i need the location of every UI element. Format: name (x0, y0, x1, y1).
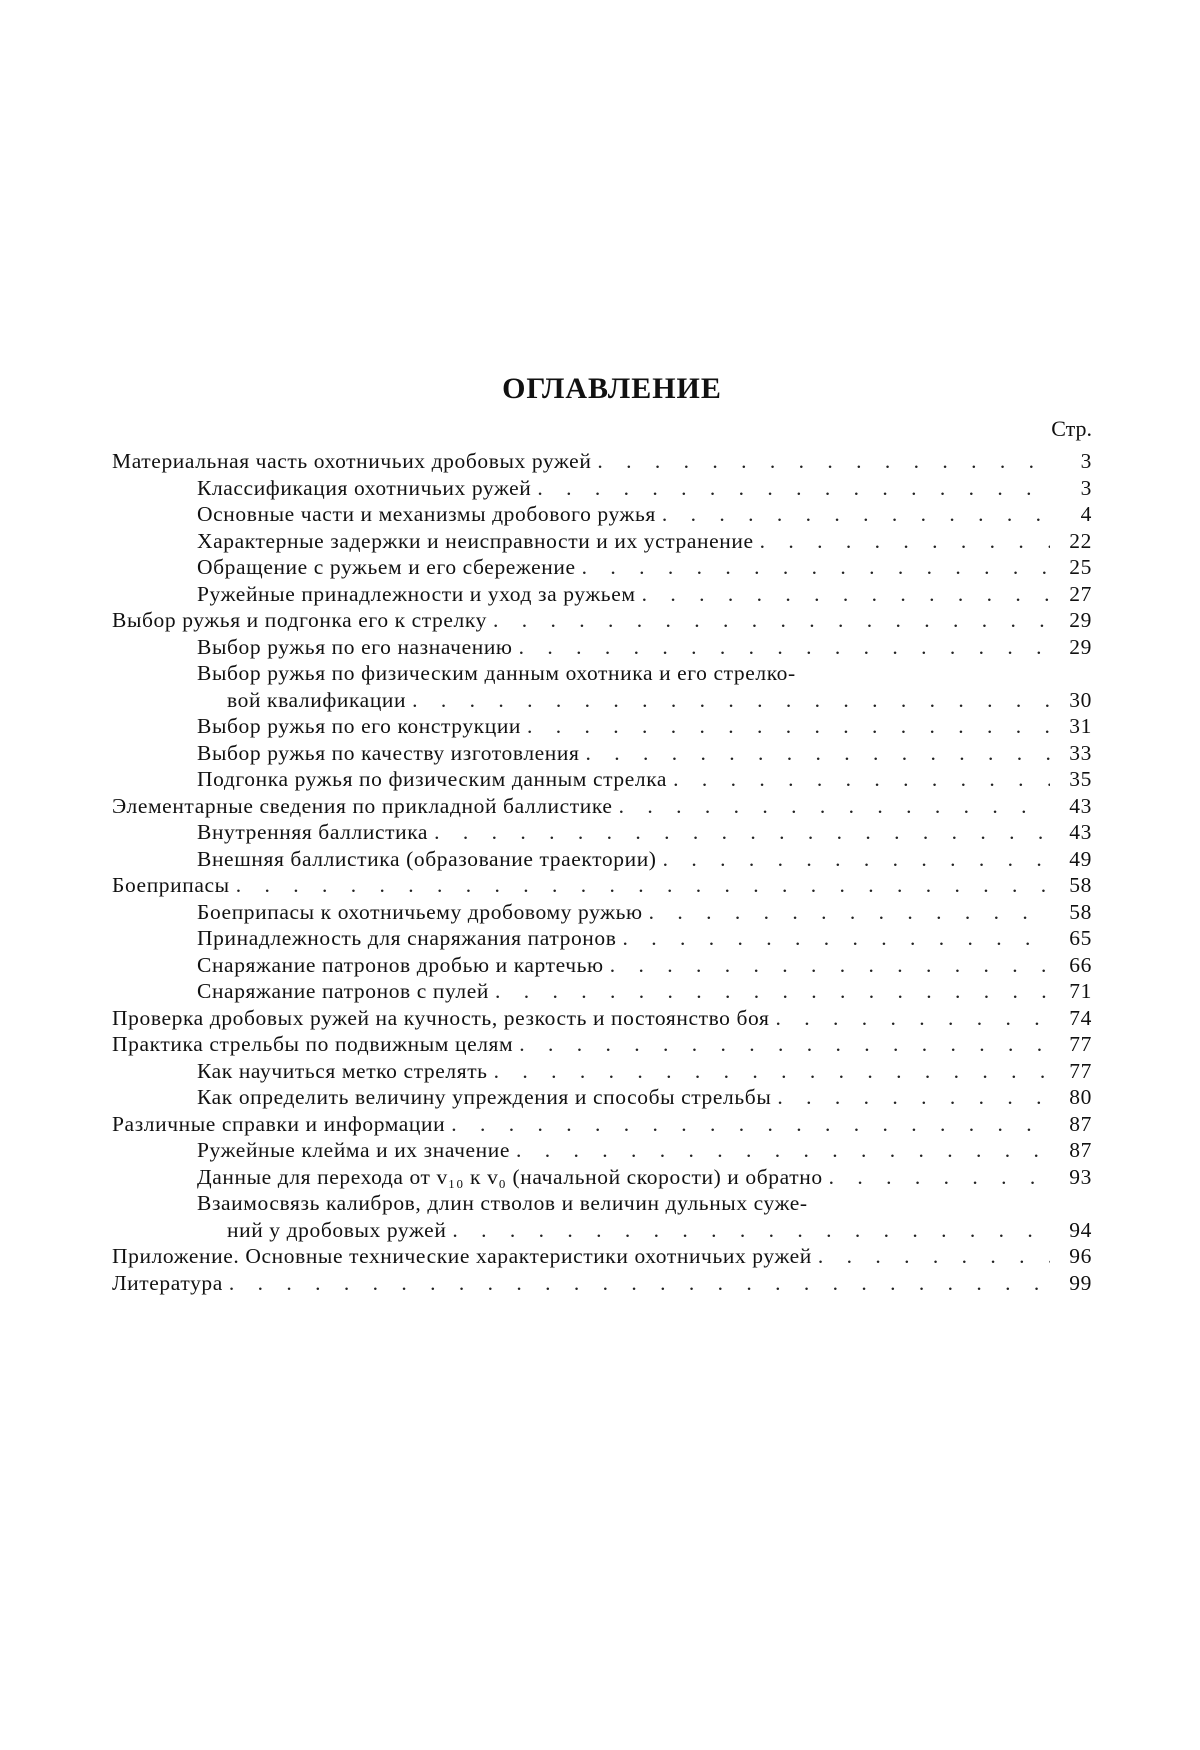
toc-entry[interactable] (112, 1084, 1092, 1111)
toc-entry-title: Классификация охотничьих ружей (197, 475, 532, 500)
toc-entry-title: Принадлежность для снаряжания патронов (197, 926, 617, 950)
table-of-contents-page (112, 372, 1092, 1296)
leader-dots (412, 687, 1050, 714)
toc-entry-page: 31 (1069, 714, 1092, 738)
toc-entry-title: Внутренняя баллистика (197, 820, 429, 844)
toc-entry-title: Обращение с ружьем и его сбережение (197, 555, 576, 579)
toc-entry-title: Практика стрельбы по подвижным целям (112, 1032, 514, 1056)
toc-entry[interactable] (112, 1243, 1092, 1270)
toc-entry-title: Боеприпасы (112, 873, 230, 897)
toc-entry-title: Различные справки и информации (112, 1111, 446, 1136)
toc-entry[interactable] (112, 528, 1092, 555)
leader-dots (582, 554, 1050, 581)
leader-dots (537, 475, 1050, 502)
leader-dots (649, 899, 1050, 926)
leader-dots (434, 819, 1050, 846)
toc-entry-page: 77 (1069, 1058, 1092, 1083)
toc-entry[interactable] (112, 1137, 1092, 1164)
leader-dots (229, 1270, 1050, 1297)
leader-dots (623, 925, 1051, 952)
toc-entry-page: 49 (1069, 846, 1092, 871)
toc-entry-title: Основные части и механизмы дробового ружья (197, 502, 656, 526)
toc-entry-title: Подгонка ружья по физическим данным стрелка (197, 767, 668, 791)
toc-entry-title: Материальная часть охотничьих дробовых ружей (112, 449, 592, 473)
toc-entry-title: Выбор ружья по его конструкции (197, 714, 522, 738)
toc-entry[interactable] (112, 475, 1092, 502)
toc-entry-title: Снаряжание патронов с пулей (197, 979, 489, 1003)
toc-entry-title: Выбор ружья по качеству изготовления (197, 740, 580, 765)
leader-dots (663, 846, 1050, 873)
toc-entry[interactable] (112, 448, 1092, 475)
page-title: ОГЛАВЛЕНИЕ (502, 372, 722, 405)
toc-entry-page: 77 (1069, 1032, 1092, 1056)
toc-entry-page: 99 (1069, 1270, 1092, 1295)
toc-entry-continuation (197, 687, 1092, 714)
toc-entry-page: 27 (1069, 581, 1092, 606)
leader-dots (586, 740, 1050, 767)
toc-entry-page: 74 (1069, 1005, 1092, 1030)
page-column-label: Стр. (1051, 416, 1092, 441)
toc-entry-page: 29 (1069, 608, 1092, 632)
toc-entry[interactable] (112, 925, 1092, 952)
leader-dots (662, 501, 1050, 528)
toc-entry-page: 65 (1069, 926, 1092, 950)
toc-entry[interactable] (112, 1031, 1092, 1058)
toc-entry-title-line2: вой квалификации (227, 687, 407, 712)
toc-entry-page: 58 (1069, 899, 1092, 924)
toc-entry-page: 3 (1080, 475, 1092, 500)
toc-entry-title: Проверка дробовых ружей на кучность, резкость и постоянство боя (112, 1005, 770, 1030)
toc-entry[interactable] (112, 501, 1092, 528)
toc-entry[interactable] (112, 846, 1092, 873)
leader-dots (494, 1058, 1050, 1085)
toc-entry-page: 22 (1069, 528, 1092, 553)
leader-dots (777, 1084, 1050, 1111)
toc-entry-title: Характерные задержки и неисправности и их устранение (197, 528, 754, 553)
toc-entry-title-line2: ний у дробовых ружей (227, 1217, 447, 1242)
toc-entry-title: Боеприпасы к охотничьему дробовому ружью (197, 899, 643, 924)
toc-entry-page: 3 (1080, 449, 1092, 473)
toc-entry-page: 30 (1069, 687, 1092, 712)
toc-entry[interactable] (112, 899, 1092, 926)
toc-entry[interactable] (112, 660, 1092, 713)
toc-entry-title: Данные для перехода от v₁₀ к v₀ (начальной скорости) и обратно (197, 1164, 823, 1189)
toc-entry-title: Выбор ружья и подгонка его к стрелку (112, 608, 487, 632)
toc-entry-title: Выбор ружья по его назначению (197, 634, 513, 659)
toc-entry-page: 58 (1069, 873, 1092, 897)
toc-entry-page: 87 (1069, 1138, 1092, 1162)
toc-entry[interactable] (112, 793, 1092, 820)
toc-entry-title: Литература (112, 1270, 223, 1295)
leader-dots (760, 528, 1050, 555)
toc-entry[interactable] (112, 952, 1092, 979)
leader-dots (236, 872, 1050, 899)
toc-entry[interactable] (112, 713, 1092, 740)
leader-dots (818, 1243, 1050, 1270)
toc-entry-page: 87 (1069, 1111, 1092, 1136)
toc-entry-continuation (197, 1217, 1092, 1244)
toc-entry-title: Снаряжание патронов дробью и картечью (197, 952, 604, 977)
leader-dots (527, 713, 1050, 740)
toc-entry-page: 93 (1069, 1164, 1092, 1189)
leader-dots (519, 1031, 1050, 1058)
toc-entry[interactable] (112, 1058, 1092, 1085)
toc-entry-page: 80 (1069, 1085, 1092, 1109)
toc-entry-title: Как определить величину упреждения и способы стрельбы (197, 1085, 772, 1109)
toc-entry[interactable] (112, 1111, 1092, 1138)
toc-entry[interactable] (112, 554, 1092, 581)
toc-entry-page: 43 (1069, 793, 1092, 818)
leader-dots (775, 1005, 1050, 1032)
leader-dots (493, 607, 1050, 634)
leader-dots (495, 978, 1050, 1005)
toc-entry-title-line1: Взаимосвязь калибров, длин стволов и величин дульных суже- (197, 1191, 808, 1215)
toc-entry-page: 33 (1069, 740, 1092, 765)
toc-entry-page: 94 (1069, 1217, 1092, 1242)
toc-entry-title: Ружейные принадлежности и уход за ружьем (197, 581, 636, 606)
toc-entry[interactable] (112, 634, 1092, 661)
toc-list (112, 448, 1092, 1296)
leader-dots (610, 952, 1050, 979)
toc-entry[interactable] (112, 1164, 1092, 1191)
leader-dots (673, 766, 1050, 793)
toc-entry-page: 43 (1069, 820, 1092, 844)
toc-entry-title: Ружейные клейма и их значение (197, 1138, 511, 1162)
toc-entry-page: 96 (1069, 1244, 1092, 1268)
toc-entry-page: 29 (1069, 634, 1092, 659)
leader-dots (829, 1164, 1050, 1191)
toc-entry[interactable] (112, 819, 1092, 846)
toc-entry-title: Элементарные сведения по прикладной баллистике (112, 793, 613, 818)
toc-entry[interactable] (112, 978, 1092, 1005)
toc-entry-title: Приложение. Основные технические характеристики охотничьих ружей (112, 1244, 812, 1268)
toc-entry-page: 4 (1080, 502, 1092, 526)
toc-entry[interactable] (112, 1005, 1092, 1032)
toc-entry[interactable] (112, 766, 1092, 793)
toc-entry[interactable] (112, 607, 1092, 634)
toc-entry[interactable] (112, 1190, 1092, 1243)
leader-dots (451, 1111, 1050, 1138)
leader-dots (642, 581, 1050, 608)
leader-dots (516, 1137, 1050, 1164)
toc-entry[interactable] (112, 740, 1092, 767)
toc-entry-page: 71 (1069, 979, 1092, 1003)
toc-entry-title-line1: Выбор ружья по физическим данным охотника и его стрелко- (197, 661, 796, 685)
toc-entry[interactable] (112, 1270, 1092, 1297)
toc-entry-page: 66 (1069, 952, 1092, 977)
toc-entry[interactable] (112, 872, 1092, 899)
leader-dots (452, 1217, 1050, 1244)
toc-entry-page: 35 (1069, 767, 1092, 791)
leader-dots (597, 448, 1050, 475)
leader-dots (619, 793, 1050, 820)
toc-entry-page: 25 (1069, 555, 1092, 579)
toc-entry-title: Внешняя баллистика (образование траектории) (197, 846, 657, 871)
leader-dots (519, 634, 1050, 661)
toc-entry[interactable] (112, 581, 1092, 608)
toc-entry-title: Как научиться метко стрелять (197, 1058, 488, 1083)
